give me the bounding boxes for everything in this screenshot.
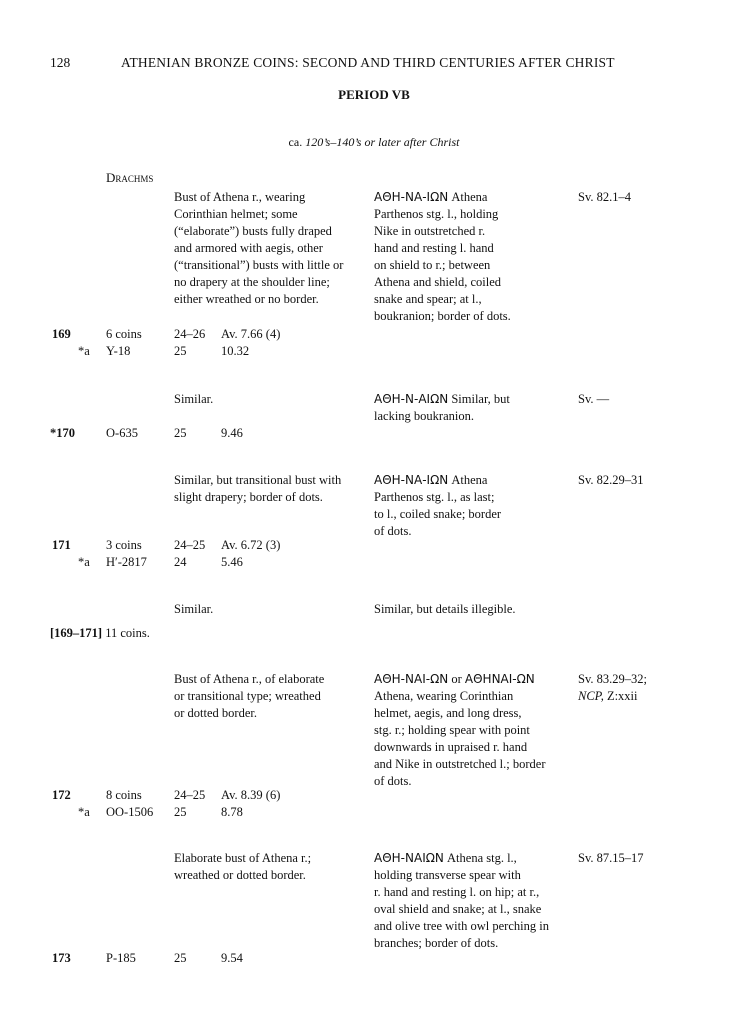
- reverse-legend-alt: ΑΘΗΝΑΙ-ΩΝ: [464, 672, 535, 686]
- obverse-description: Bust of Athena r., wearing Corinthian helmet; some (“elaborate”) busts fully draped and armored with aegis, other (“transitional”) busts with little or no drapery at the shoulder line; either wreathed or no border.: [174, 190, 344, 306]
- reverse-text: Athena: [451, 190, 488, 204]
- weight: Av. 6.72 (3): [221, 538, 281, 552]
- weight: 8.78: [221, 805, 243, 819]
- diameter: 24–25: [174, 538, 206, 552]
- reverse-legend: ΑΘΗ-ΝΑ-ΙΩΝ: [374, 473, 449, 487]
- weight: Av. 7.66 (4): [221, 327, 281, 341]
- running-title: ATHENIAN BRONZE COINS: SECOND AND THIRD CENTURIES AFTER CHRIST: [121, 55, 615, 70]
- group-range: [169–171]: [50, 626, 103, 640]
- diameter: 25: [174, 344, 187, 358]
- reverse-text: Athena: [451, 473, 488, 487]
- specimen-id: 8 coins: [106, 788, 142, 802]
- reverse-legend: ΑΘΗ-ΝΑ-ΙΩΝ: [374, 190, 449, 204]
- catalogue-number: 169: [52, 327, 71, 341]
- reference: Sv. —: [578, 392, 610, 406]
- obverse-description: Similar, but transitional bust with slight drapery; border of dots.: [174, 473, 342, 504]
- group-count: 11 coins.: [105, 626, 150, 640]
- dating-prefix: ca.: [288, 135, 303, 149]
- obverse-description: Similar.: [174, 392, 214, 406]
- reverse-or: or: [451, 672, 462, 686]
- dating-range: 120’s–140’s or later after Christ: [305, 135, 460, 149]
- diameter: 24: [174, 555, 187, 569]
- weight: 10.32: [221, 344, 250, 358]
- reverse-legend: ΑΘΗ-Ν-ΑΙΩΝ: [374, 392, 449, 406]
- obverse-description: Elaborate bust of Athena r.; wreathed or dotted border.: [174, 851, 312, 882]
- reference-sv: Sv. 83.29–32;: [578, 672, 647, 686]
- weight: 9.54: [221, 951, 243, 965]
- specimen-id: 3 coins: [106, 538, 142, 552]
- variant-label: *a: [78, 805, 90, 819]
- dating-line: [0, 135, 748, 150]
- specimen-id: OO-1506: [106, 805, 154, 819]
- diameter: 25: [174, 426, 187, 440]
- reference: Sv. 82.1–4: [578, 190, 632, 204]
- reverse-legend: ΑΘΗ-ΝΑΙΩΝ: [374, 851, 444, 865]
- weight: 5.46: [221, 555, 243, 569]
- variant-label: *a: [78, 344, 90, 358]
- reverse-text-cont: holding transverse spear with r. hand and resting l. on hip; at r., oval shield and snake; at l., snake and olive tree with owl perching in branches; border of dots.: [374, 868, 549, 950]
- reference-ncp-number: Z:xxii: [606, 689, 638, 703]
- diameter: 24–26: [174, 327, 206, 341]
- obverse-description: Similar.: [174, 602, 214, 616]
- reverse-text-cont: Athena, wearing Corinthian helmet, aegis, and long dress, stg. r.; holding spear with point downwards in upraised r. hand and Nike in outstretched l.; border of dots.: [374, 689, 546, 788]
- reverse-text-cont: lacking boukranion.: [374, 409, 474, 423]
- reverse-description: [374, 671, 545, 790]
- reverse-description: [374, 850, 549, 952]
- page-number: 128: [50, 55, 71, 70]
- catalogue-number: 173: [52, 951, 71, 965]
- reverse-text-cont: Parthenos stg. l., as last; to l., coiled snake; border of dots.: [374, 490, 502, 538]
- specimen-id: O-635: [106, 426, 138, 440]
- variant-label: *a: [78, 555, 90, 569]
- reverse-text-cont: Parthenos stg. l., holding Nike in outstretched r. hand and resting l. hand on shield to r.; between Athena and shield, coiled snake and spear; at l., boukranion; border of dots.: [374, 207, 511, 323]
- reverse-description: Similar, but details illegible.: [374, 602, 516, 616]
- period-heading: PERIOD VB: [338, 87, 410, 102]
- reference: Sv. 87.15–17: [578, 851, 644, 865]
- reverse-description: [374, 391, 510, 425]
- catalogue-number: 172: [52, 788, 71, 802]
- catalogue-number: 171: [52, 538, 71, 552]
- weight: Av. 8.39 (6): [221, 788, 281, 802]
- reference: [578, 671, 647, 705]
- specimen-id: H′-2817: [106, 555, 147, 569]
- diameter: 25: [174, 805, 187, 819]
- reverse-text: Similar, but: [451, 392, 510, 406]
- specimen-id: 6 coins: [106, 327, 142, 341]
- reverse-description: [374, 189, 511, 325]
- reverse-description: [374, 472, 501, 540]
- group-total: [50, 625, 150, 642]
- specimen-id: P-185: [106, 951, 136, 965]
- weight: 9.46: [221, 426, 243, 440]
- reference-ncp: NCP,: [578, 689, 604, 703]
- denomination-heading: Drachms: [106, 170, 154, 185]
- reference: Sv. 82.29–31: [578, 473, 644, 487]
- diameter: 24–25: [174, 788, 206, 802]
- obverse-description: Bust of Athena r., of elaborate or transitional type; wreathed or dotted border.: [174, 672, 325, 720]
- catalogue-number: *170: [50, 426, 75, 440]
- reverse-text: Athena stg. l.,: [447, 851, 517, 865]
- diameter: 25: [174, 951, 187, 965]
- reverse-legend: ΑΘΗ-ΝΑΙ-ΩΝ: [374, 672, 449, 686]
- specimen-id: Υ-18: [106, 344, 131, 358]
